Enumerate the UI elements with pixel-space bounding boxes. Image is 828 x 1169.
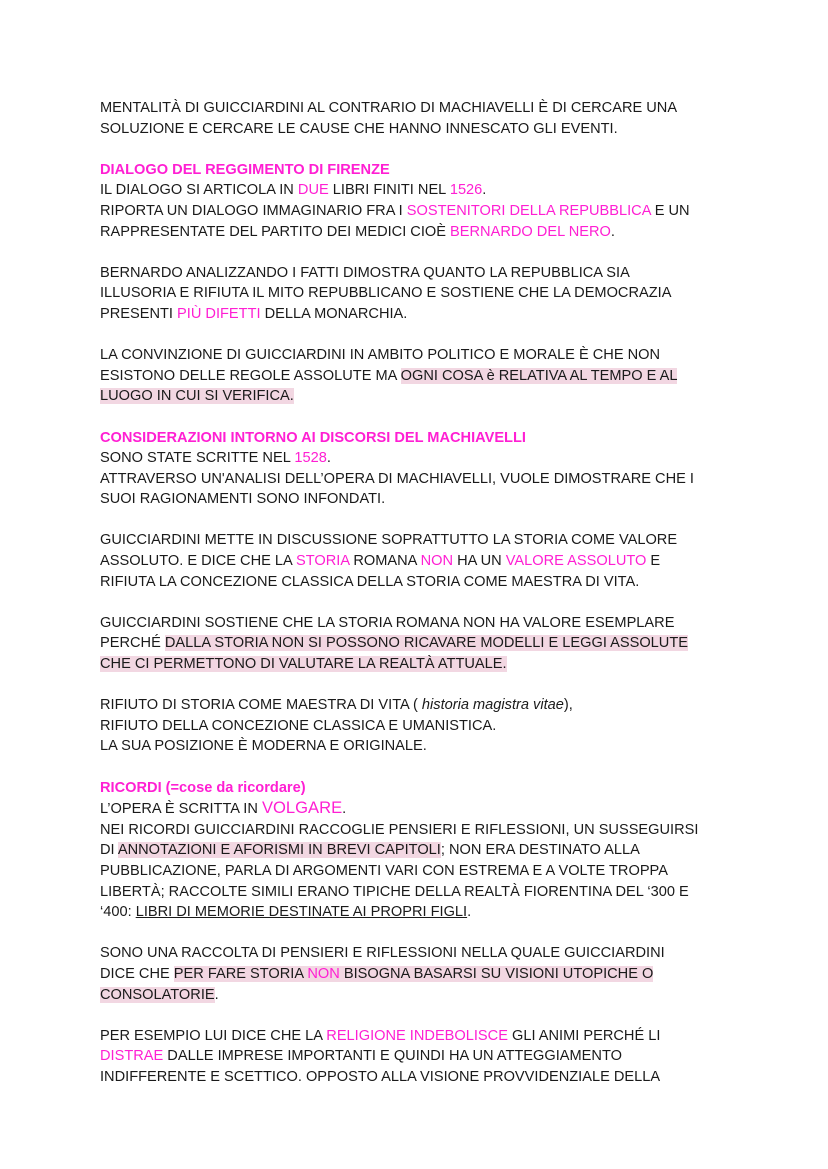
underlined-text: LIBRI DI MEMORIE DESTINATE AI PROPRI FIGLI [135, 904, 468, 921]
text-line: GUICCIARDINI METTE IN DISCUSSIONE SOPRATTUTTO LA STORIA COME VALORE [100, 532, 678, 549]
text-span: ‘400: [100, 904, 136, 921]
paragraph-storia [100, 530, 768, 592]
text-span: RIFIUTO DI STORIA COME MAESTRA DI VITA ( [100, 697, 422, 714]
text-line [100, 201, 768, 222]
text-span: DI [100, 842, 118, 859]
text-span: PRESENTI [100, 305, 178, 322]
text-line [100, 964, 768, 985]
highlight-text: 1528 [294, 450, 327, 467]
section-ricordi [100, 778, 768, 923]
text-line [100, 551, 768, 572]
text-line: NEI RICORDI GUICCIARDINI RACCOGLIE PENSIERI E RIFLESSIONI, UN SUSSEGUIRSI [100, 821, 699, 838]
marked-text: ANNOTAZIONI E AFORISMI IN BREVI CAPITOLI [117, 842, 441, 859]
text-span: ESISTONO DELLE REGOLE ASSOLUTE MA [100, 367, 401, 384]
text-span: . [610, 223, 615, 240]
paragraph-bernardo [100, 263, 768, 325]
text-line [100, 840, 768, 861]
marked-text [174, 966, 654, 982]
marked-text: CHE CI PERMETTONO DI VALUTARE LA REALTÀ ATTUALE. [100, 656, 507, 673]
marked-text: OGNI COSA è RELATIVA AL TEMPO E AL [400, 367, 678, 384]
text-span: BISOGNA BASARSI SU VISIONI UTOPICHE O [339, 965, 654, 982]
text-span: E [646, 553, 661, 570]
text-line [100, 654, 768, 675]
text-line: SOLUZIONE E CERCARE LE CAUSE CHE HANNO INNESCATO GLI EVENTI. [100, 120, 618, 137]
highlight-text: BERNARDO DEL NERO [450, 223, 611, 240]
text-line: ATTRAVERSO UN'ANALISI DELL’OPERA DI MACHIAVELLI, VUOLE DIMOSTRARE CHE I [100, 470, 694, 487]
highlight-text: PIÙ DIFETTI [177, 305, 261, 322]
text-line: RIFIUTO DELLA CONCEZIONE CLASSICA E UMANISTICA. [100, 717, 497, 734]
text-line: RIFIUTA LA CONCEZIONE CLASSICA DELLA STORIA COME MAESTRA DI VITA. [100, 573, 640, 590]
text-line [100, 386, 768, 407]
text-line: LIBERTÀ; RACCOLTE SIMILI ERANO TIPICHE DELLA REALTÀ FIORENTINA DEL ‘300 E [100, 883, 689, 900]
text-span: ), [563, 697, 573, 714]
marked-text: CONSOLATORIE [100, 986, 215, 1003]
highlight-text: 1526 [449, 182, 483, 199]
text-span: SONO STATE SCRITTE NEL [100, 450, 295, 467]
paragraph-religione [100, 1026, 768, 1088]
text-span: . [214, 986, 219, 1003]
text-line: BERNARDO ANALIZZANDO I FATTI DIMOSTRA QUANTO LA REPUBBLICA SIA [100, 264, 630, 281]
text-span: . [326, 450, 331, 467]
text-line [100, 633, 768, 654]
section-heading: RICORDI (=cose da ricordare) [100, 779, 306, 796]
text-line [100, 798, 768, 820]
intro-paragraph [100, 98, 768, 139]
text-span: DALLE IMPRESE IMPORTANTI E QUINDI HA UN ATTEGGIAMENTO [163, 1048, 622, 1065]
text-span: GLI ANIMI PERCHÉ LI [507, 1027, 661, 1044]
text-span: ROMANA [349, 553, 421, 570]
text-span: . [467, 904, 472, 921]
paragraph-esemplare [100, 613, 768, 675]
text-line [100, 902, 768, 923]
italic-text: historia magistra vitae [421, 697, 564, 714]
text-span: PERCHÉ [100, 635, 165, 652]
paragraph-convinzione [100, 345, 768, 407]
text-line [100, 304, 768, 325]
text-span: ASSOLUTO. E DICE CHE LA [100, 553, 296, 570]
text-line [100, 366, 768, 387]
text-span: L’OPERA È SCRITTA IN [100, 801, 262, 818]
section-heading: DIALOGO DEL REGGIMENTO DI FIRENZE [100, 161, 390, 178]
text-span: ; NON ERA DESTINATO ALLA [440, 842, 640, 859]
text-line: PUBBLICAZIONE, PARLA DI ARGOMENTI VARI CON ESTREMA E A VOLTE TROPPA [100, 862, 668, 879]
text-line: SUOI RAGIONAMENTI SONO INFONDATI. [100, 491, 386, 508]
text-line: LA SUA POSIZIONE È MODERNA E ORIGINALE. [100, 738, 427, 755]
text-span: . [482, 182, 487, 199]
text-span: DICE CHE [100, 965, 174, 982]
text-line: LA CONVINZIONE DI GUICCIARDINI IN AMBITO POLITICO E MORALE È CHE NON [100, 347, 661, 364]
highlight-text: DISTRAE [100, 1048, 164, 1065]
section-considerazioni [100, 428, 768, 510]
highlight-text: DUE [297, 182, 329, 199]
highlight-text: VOLGARE [261, 798, 343, 818]
highlight-text: STORIA [296, 553, 350, 570]
marked-text: DALLA STORIA NON SI POSSONO RICAVARE MODELLI E LEGGI ASSOLUTE [164, 635, 688, 652]
highlight-text: VALORE ASSOLUTO [505, 553, 647, 570]
section-dialogo [100, 160, 768, 242]
paragraph-rifiuto [100, 695, 768, 757]
text-line [100, 1026, 768, 1047]
text-line [100, 1046, 768, 1067]
section-heading: CONSIDERAZIONI INTORNO AI DISCORSI DEL MACHIAVELLI [100, 429, 526, 446]
text-span: E UN [650, 202, 690, 219]
text-line [100, 222, 768, 243]
text-line [100, 448, 768, 469]
highlight-text: RELIGIONE INDEBOLISCE [326, 1027, 508, 1044]
text-span: IL DIALOGO SI ARTICOLA IN [100, 182, 298, 199]
text-line: ILLUSORIA E RIFIUTA IL MITO REPUBBLICANO E SOSTIENE CHE LA DEMOCRAZIA [100, 285, 672, 302]
highlight-text: NON [420, 553, 454, 570]
paragraph-raccolta [100, 943, 768, 1005]
text-line [100, 180, 768, 201]
text-line [100, 985, 768, 1006]
text-span: LIBRI FINITI NEL [328, 182, 450, 199]
highlight-text: NON [307, 965, 340, 982]
text-line: SONO UNA RACCOLTA DI PENSIERI E RIFLESSIONI NELLA QUALE GUICCIARDINI [100, 945, 665, 962]
text-span: . [342, 801, 347, 818]
text-span: RAPPRESENTATE DEL PARTITO DEI MEDICI CIOÈ [100, 223, 451, 240]
marked-text: LUOGO IN CUI SI VERIFICA. [100, 388, 294, 405]
text-line [100, 695, 768, 716]
text-line: GUICCIARDINI SOSTIENE CHE LA STORIA ROMANA NON HA VALORE ESEMPLARE [100, 614, 675, 631]
text-span: DELLA MONARCHIA. [260, 305, 408, 322]
text-span: HA UN [453, 553, 506, 570]
text-span: PER FARE STORIA [173, 965, 308, 982]
text-line: INDIFFERENTE E SCETTICO. OPPOSTO ALLA VISIONE PROVVIDENZIALE DELLA [100, 1068, 661, 1085]
text-span: PER ESEMPIO LUI DICE CHE LA [100, 1027, 327, 1044]
highlight-text: SOSTENITORI DELLA REPUBBLICA [406, 202, 651, 219]
text-span: RIPORTA UN DIALOGO IMMAGINARIO FRA I [100, 202, 407, 219]
text-line: MENTALITÀ DI GUICCIARDINI AL CONTRARIO DI MACHIAVELLI È DI CERCARE UNA [100, 100, 678, 116]
